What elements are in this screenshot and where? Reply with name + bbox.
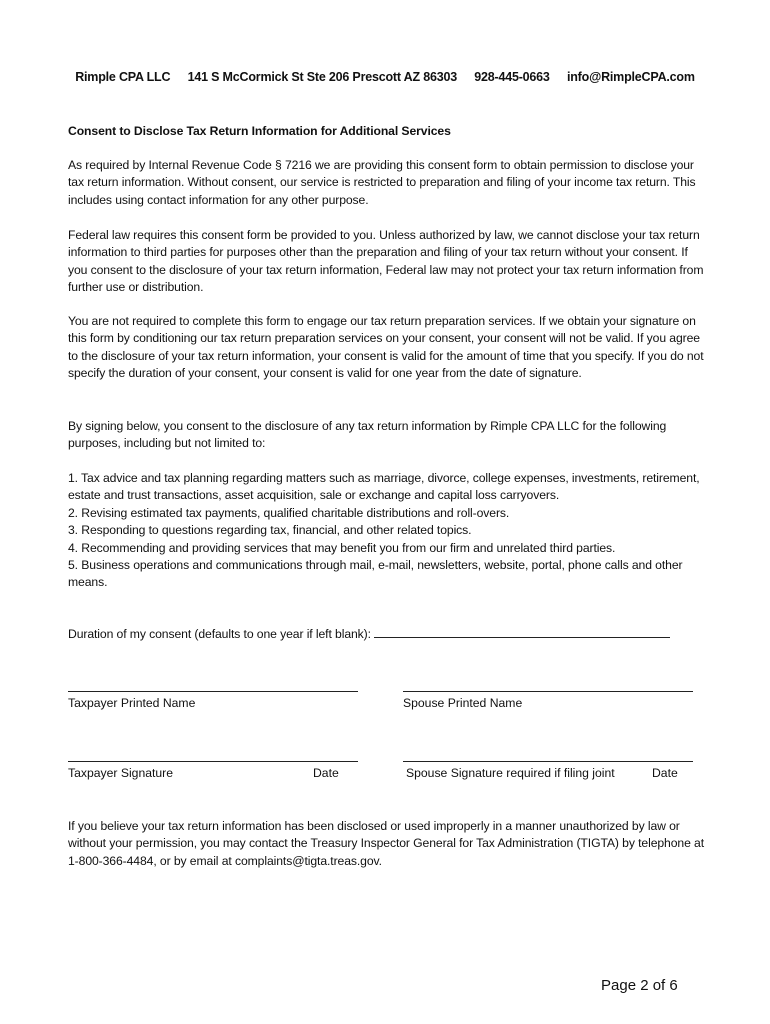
- paragraph-not-required: You are not required to complete this form to engage our tax return preparation services. If we obtain your signature on this form by conditioning our tax return preparation services on your consent, your consent will not be valid. If you agree to the disclosure of your tax return information, your consent is valid for the amount of time that you specify. If you do not specify the duration of your consent, your consent is valid for one year from the date of signature.: [68, 314, 704, 381]
- spouse-date-label: Date: [652, 766, 678, 780]
- list-item: 2. Revising estimated tax payments, qualified charitable distributions and roll-overs.: [68, 505, 510, 520]
- letterhead: [0, 70, 770, 84]
- taxpayer-name-label: Taxpayer Printed Name: [68, 696, 196, 710]
- paragraph-by-signing: By signing below, you consent to the disclosure of any tax return information by Rimple CPA LLC for the following purposes, including but not limited to:: [68, 419, 667, 451]
- taxpayer-date-label: Date: [313, 766, 339, 780]
- company-email: info@RimpleCPA.com: [566, 70, 695, 84]
- duration-field[interactable]: [374, 627, 670, 638]
- purposes-list: [68, 470, 704, 592]
- list-item: 3. Responding to questions regarding tax, financial, and other related topics.: [68, 523, 472, 538]
- paragraph-federal-law: Federal law requires this consent form be provided to you. Unless authorized by law, we cannot disclose your tax return information to third parties for purposes other than the preparation and filing of your tax return without your consent. If you consent to the disclosure of your tax return information, Federal law may not protect your tax return information from further use or distribution.: [68, 228, 704, 295]
- duration-row: [68, 626, 704, 643]
- duration-label: Duration of my consent (defaults to one year if left blank):: [68, 627, 371, 641]
- list-item: 4. Recommending and providing services that may benefit you from our firm and unrelated third parties.: [68, 540, 616, 555]
- spouse-signature-label: Spouse Signature required if filing joint: [406, 766, 615, 780]
- company-address: 141 S McCormick St Ste 206 Prescott AZ 86303: [187, 70, 457, 84]
- page-number: Page 2 of 6: [601, 977, 678, 994]
- paragraph-irc-7216: As required by Internal Revenue Code § 7216 we are providing this consent form to obtain permission to disclose your tax return information. Without consent, our service is restricted to preparation and filing of your income tax return. This includes using contact information for any other purpose.: [68, 158, 696, 207]
- spouse-name-line[interactable]: [403, 691, 693, 692]
- list-item: 5. Business operations and communications through mail, e-mail, newsletters, website, portal, phone calls and other means.: [68, 558, 683, 590]
- taxpayer-signature-label: Taxpayer Signature: [68, 766, 174, 780]
- taxpayer-name-line[interactable]: [68, 691, 358, 692]
- spouse-name-label: Spouse Printed Name: [403, 696, 523, 710]
- list-item: 1. Tax advice and tax planning regarding matters such as marriage, divorce, college expenses, investments, retirement, estate and trust transactions, asset acquisition, sale or exchange and capital loss carryovers.: [68, 471, 700, 503]
- tigta-notice: If you believe your tax return information has been disclosed or used improperly in a manner unauthorized by law or without your permission, you may contact the Treasury Inspector General for Tax Administration (TIGTA) by telephone at 1-800-366-4484, or by email at complaints@tigta.treas.gov.: [68, 819, 705, 868]
- company-name: Rimple CPA LLC: [75, 70, 171, 84]
- company-phone: 928-445-0663: [474, 70, 550, 84]
- form-title: Consent to Disclose Tax Return Information for Additional Services: [68, 124, 451, 138]
- spouse-signature-line[interactable]: [403, 761, 693, 762]
- taxpayer-signature-line[interactable]: [68, 761, 358, 762]
